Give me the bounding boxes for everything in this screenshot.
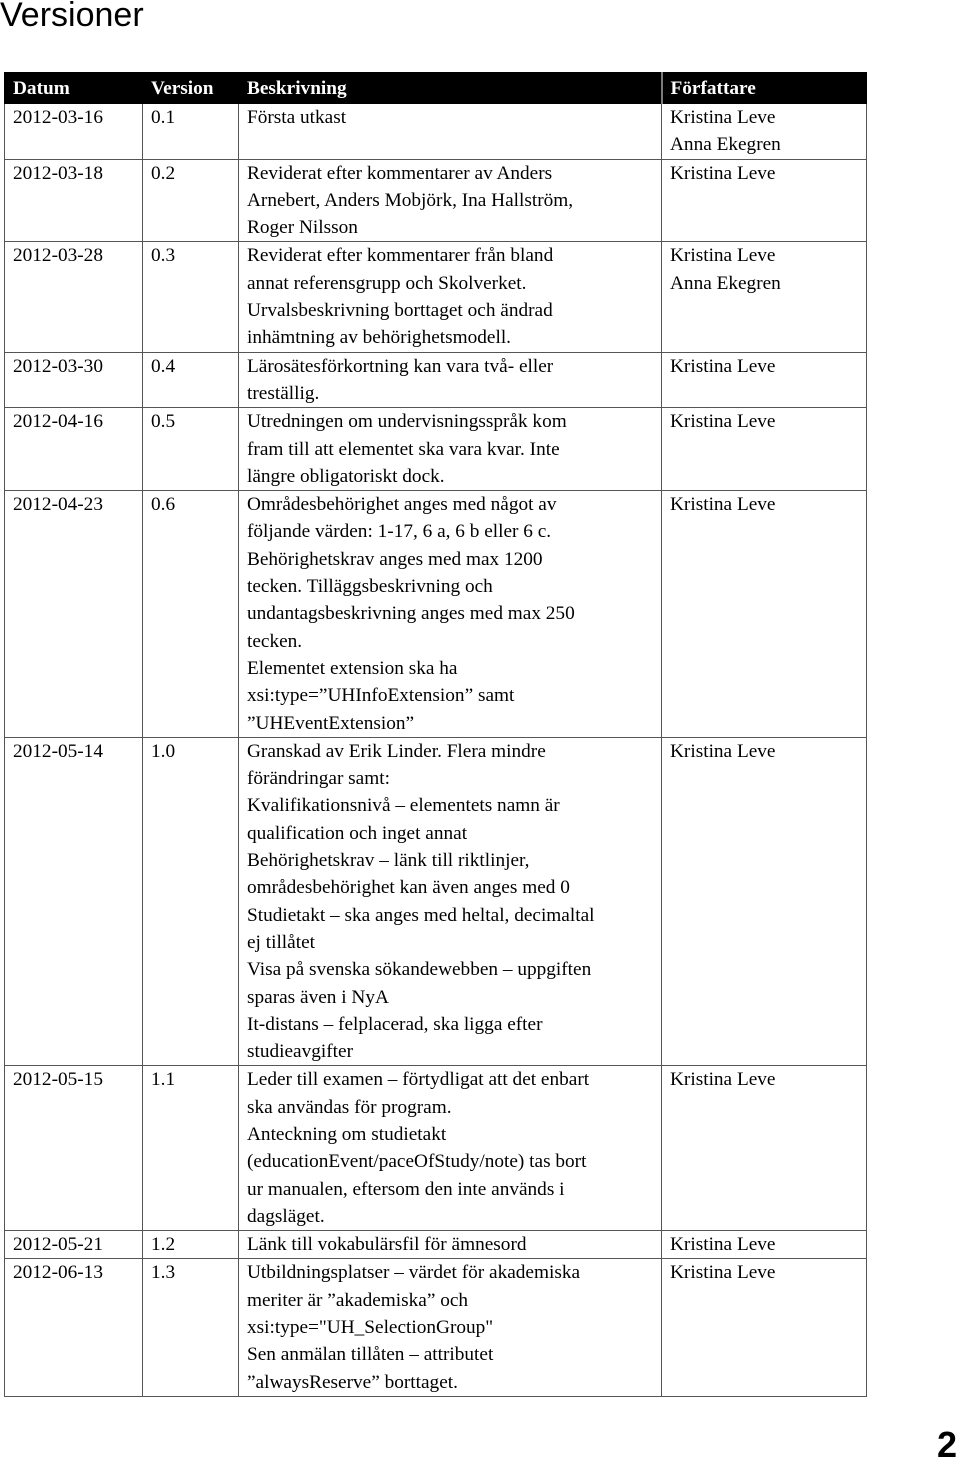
cell-description: Leder till examen – förtydligat att det enbart ska användas för program. Anteckning om studietakt (educationEvent/paceOfStudy/note) tas bort ur manualen, eftersom den inte används i dagsläget. [239, 1066, 662, 1231]
table-row [5, 104, 867, 160]
cell-version: 1.3 [143, 1259, 239, 1396]
cell-description: Reviderat efter kommentarer av Anders Arnebert, Anders Mobjörk, Ina Hallström, Roger Nilsson [239, 159, 662, 242]
cell-author: Kristina Leve [662, 1259, 867, 1396]
cell-description: Första utkast [239, 104, 662, 160]
cell-date: 2012-05-21 [5, 1231, 143, 1259]
cell-date: 2012-04-23 [5, 491, 143, 738]
cell-description: Utbildningsplatser – värdet för akademiska meriter är ”akademiska” och xsi:type="UH_SelectionGroup" Sen anmälan tillåten – attributet ”alwaysReserve” borttaget. [239, 1259, 662, 1396]
cell-description: Utredningen om undervisningsspråk kom fram till att elementet ska vara kvar. Inte längre obligatoriskt dock. [239, 408, 662, 491]
cell-version: 0.2 [143, 159, 239, 242]
cell-author: Kristina Leve [662, 1231, 867, 1259]
cell-author: Kristina Leve Anna Ekegren [662, 104, 867, 160]
cell-description: Områdesbehörighet anges med något av följande värden: 1-17, 6 a, 6 b eller 6 c. Behörighetskrav anges med max 1200 tecken. Tilläggsbeskrivning och undantagsbeskrivning anges med max 250 tecken. Elementet extension ska ha xsi:type=”UHInfoExtension” samt ”UHEventExtension” [239, 491, 662, 738]
table-row [5, 1231, 867, 1259]
cell-date: 2012-05-14 [5, 737, 143, 1066]
header-date: Datum [5, 73, 143, 104]
cell-version: 0.4 [143, 352, 239, 408]
table-header [5, 73, 867, 104]
header-author: Författare [662, 73, 867, 104]
cell-version: 1.1 [143, 1066, 239, 1231]
cell-author: Kristina Leve [662, 352, 867, 408]
table-row [5, 242, 867, 352]
cell-version: 1.0 [143, 737, 239, 1066]
page-heading: Versioner [0, 0, 144, 34]
cell-version: 0.6 [143, 491, 239, 738]
cell-description: Lärosätesförkortning kan vara två- eller treställig. [239, 352, 662, 408]
cell-description: Länk till vokabulärsfil för ämnesord [239, 1231, 662, 1259]
cell-date: 2012-05-15 [5, 1066, 143, 1231]
table-row [5, 491, 867, 738]
cell-version: 0.3 [143, 242, 239, 352]
cell-date: 2012-03-16 [5, 104, 143, 160]
table-row [5, 408, 867, 491]
cell-author: Kristina Leve Anna Ekegren [662, 242, 867, 352]
cell-author: Kristina Leve [662, 491, 867, 738]
cell-author: Kristina Leve [662, 737, 867, 1066]
cell-author: Kristina Leve [662, 1066, 867, 1231]
table-row [5, 1259, 867, 1396]
cell-version: 1.2 [143, 1231, 239, 1259]
cell-date: 2012-03-30 [5, 352, 143, 408]
header-row [5, 73, 867, 104]
cell-date: 2012-06-13 [5, 1259, 143, 1396]
table-body [5, 104, 867, 1397]
table-row [5, 1066, 867, 1231]
cell-author: Kristina Leve [662, 159, 867, 242]
table-row [5, 352, 867, 408]
header-version: Version [143, 73, 239, 104]
page-number: 2 [936, 1424, 957, 1465]
cell-version: 0.1 [143, 104, 239, 160]
cell-author: Kristina Leve [662, 408, 867, 491]
table-row [5, 159, 867, 242]
cell-version: 0.5 [143, 408, 239, 491]
cell-date: 2012-03-28 [5, 242, 143, 352]
version-history-table [4, 72, 867, 1397]
cell-description: Reviderat efter kommentarer från bland annat referensgrupp och Skolverket. Urvalsbeskrivning borttaget och ändrad inhämtning av behörighetsmodell. [239, 242, 662, 352]
cell-date: 2012-03-18 [5, 159, 143, 242]
cell-date: 2012-04-16 [5, 408, 143, 491]
header-description: Beskrivning [239, 73, 662, 104]
table-row [5, 737, 867, 1066]
cell-description: Granskad av Erik Linder. Flera mindre förändringar samt: Kvalifikationsnivå – elementets namn är qualification och inget annat Behörighetskrav – länk till riktlinjer, områdesbehörighet kan även anges med 0 Studietakt – ska anges med heltal, decimaltal ej tillåtet Visa på svenska sökandewebben – uppgiften sparas även i NyA It-distans – felplacerad, ska ligga efter studieavgifter [239, 737, 662, 1066]
